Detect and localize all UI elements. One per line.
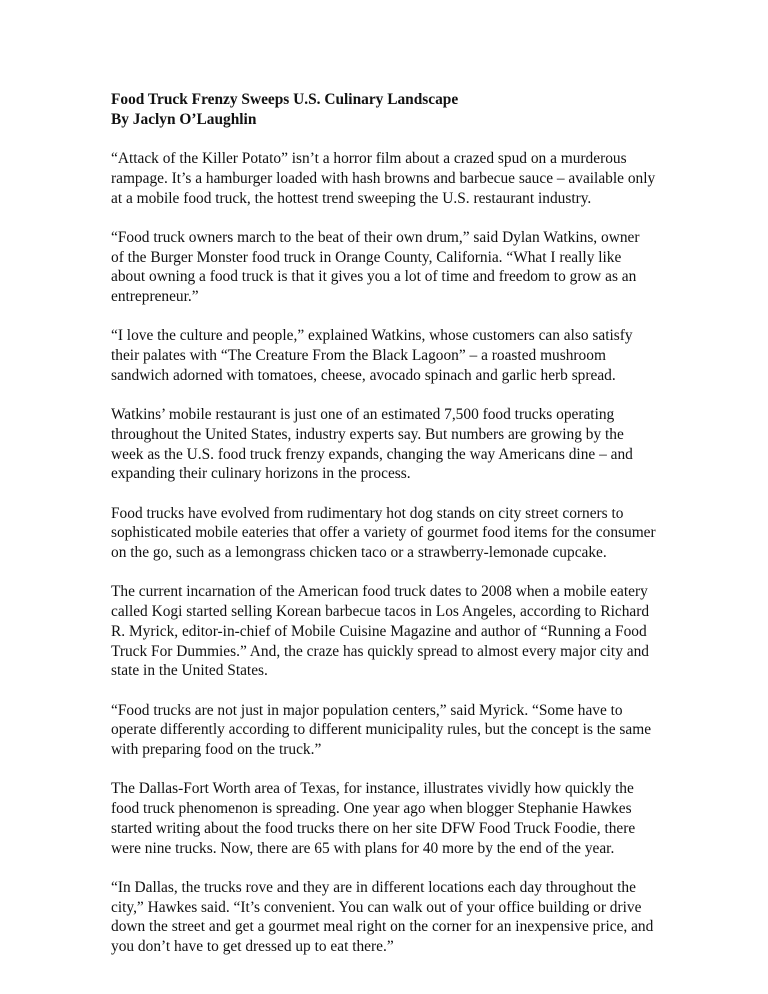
article-byline: By Jaclyn O’Laughlin	[111, 110, 257, 128]
article-paragraph: “I love the culture and people,” explained Watkins, whose customers can also satisfy their palates with “The Creature From the Black Lagoon” – a roasted mushroom sandwich adorned with tomatoes, cheese, avocado spinach and garlic herb spread.	[111, 327, 633, 384]
article-paragraph: Food trucks have evolved from rudimentary hot dog stands on city street corners to sophisticated mobile eateries that offer a variety of gourmet food items for the consumer on the go, such as a lemongrass chicken taco or a strawberry-lemonade cupcake.	[111, 504, 656, 562]
article-paragraph: “In Dallas, the trucks rove and they are in different locations each day throughout the city,” Hawkes said. “It’s convenient. You can walk out of your office building or drive down the street and get a gourmet meal right on the corner for an inexpensive price, and you don’t have to get dressed up to eat there.”	[111, 878, 654, 956]
article-title: Food Truck Frenzy Sweeps U.S. Culinary Landscape	[111, 91, 459, 108]
article-paragraph: “Attack of the Killer Potato” isn’t a horror film about a crazed spud on a murderous rampage. It’s a hamburger loaded with hash browns and barbecue sauce – available only at a mobile food truck, the hottest trend sweeping the U.S. restaurant industry.	[111, 150, 656, 207]
article-paragraph: “Food truck owners march to the beat of their own drum,” said Dylan Watkins, owner of the Burger Monster food truck in Orange County, California. “What I really like about owning a food truck is that it gives you a lot of time and freedom to grow as an entrepreneur.”	[111, 228, 640, 305]
article-paragraph: “Food trucks are not just in major population centers,” said Myrick. “Some have to operate differently according to different municipality rules, but the concept is the same with preparing food on the truck.”	[111, 701, 652, 759]
article-paragraph: The Dallas-Fort Worth area of Texas, for instance, illustrates vividly how quickly the food truck phenomenon is spreading. One year ago when blogger Stephanie Hawkes started writing about the food trucks there on her site DFW Food Truck Foodie, there were nine trucks. Now, there are 65 with plans for 40 more by the end of the year.	[111, 780, 636, 857]
article-paragraph: The current incarnation of the American food truck dates to 2008 when a mobile eatery called Kogi started selling Korean barbecue tacos in Los Angeles, according to Richard R. Myrick, editor-in-chief of Mobile Cuisine Magazine and author of “Running a Food Truck For Dummies.” And, the craze has quickly spread to almost every major city and state in the United States.	[111, 583, 650, 680]
article-body	[111, 90, 656, 976]
article-paragraph: Watkins’ mobile restaurant is just one of an estimated 7,500 food trucks operating throughout the United States, industry experts say. But numbers are growing by the week as the U.S. food truck frenzy expands, changing the way Americans dine – and expanding their culinary horizons in the process.	[111, 406, 633, 483]
